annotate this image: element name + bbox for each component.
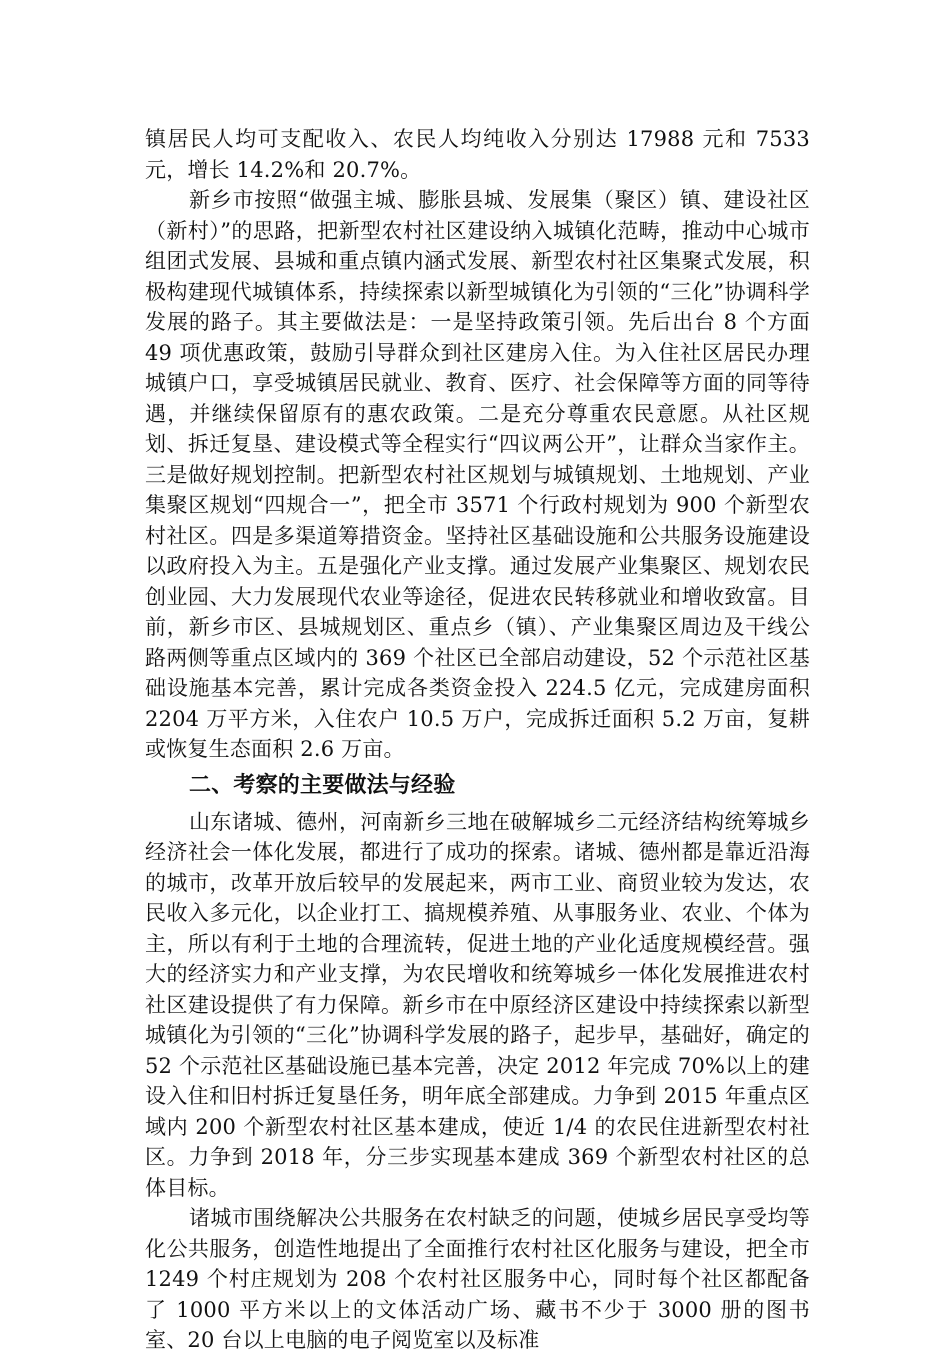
document-body (145, 124, 810, 1356)
paragraph-income-continuation: 镇居民人均可支配收入、农民人均纯收入分别达 17988 元和 7533 元，增长 14.2%和 20.7%。 (145, 127, 810, 182)
paragraph-zhucheng-services: 诸城市围绕解决公共服务在农村缺乏的问题，使城乡居民享受均等化公共服务，创造性地提出了全面推行农村社区化服务与建设，把全市 1249 个村庄规划为 208 个农村社区服务中心，同时每个社区都配备了 1000 平方米以上的文体活动广场、藏书不少于 3000 册的图书室、20 台以上电脑的电子阅览室以及标准 (145, 1206, 810, 1352)
paragraph-xinxiang-practice: 新乡市按照“做强主城、膨胀县城、发展集（聚区）镇、建设社区（新村）”的思路，把新型农村社区建设纳入城镇化范畴，推动中心城市组团式发展、县城和重点镇内涵式发展、新型农村社区集聚式发展，积极构建现代城镇体系，持续探索以新型城镇化为引领的“三化”协调科学发展的路子。其主要做法是：一是坚持政策引领。先后出台 8 个方面 49 项优惠政策，鼓励引导群众到社区建房入住。为入住社区居民办理城镇户口，享受城镇居民就业、教育、医疗、社会保障等方面的同等待遇，并继续保留原有的惠农政策。二是充分尊重农民意愿。从社区规划、拆迁复垦、建设模式等全程实行“四议两公开”，让群众当家作主。三是做好规划控制。把新型农村社区规划与城镇规划、土地规划、产业集聚区规划“四规合一”，把全市 3571 个行政村规划为 900 个新型农村社区。四是多渠道筹措资金。坚持社区基础设施和公共服务设施建设以政府投入为主。五是强化产业支撑。通过发展产业集聚区、规划农民创业园、大力发展现代农业等途径，促进农民转移就业和增收致富。目前，新乡市区、县城规划区、重点乡（镇）、产业集聚区周边及干线公路两侧等重点区域内的 369 个社区已全部启动建设，52 个示范社区基础设施基本完善，累计完成各类资金投入 224.5 亿元，完成建房面积 2204 万平方米，入住农户 10.5 万户，完成拆迁面积 5.2 万亩，复耕或恢复生态面积 2.6 万亩。 (145, 188, 810, 761)
paragraph-three-cities: 山东诸城、德州，河南新乡三地在破解城乡二元经济结构统筹城乡经济社会一体化发展，都进行了成功的探索。诸城、德州都是靠近沿海的城市，改革开放后较早的发展起来，两市工业、商贸业较为发达，农民收入多元化，以企业打工、搞规模养殖、从事服务业、农业、个体为主，所以有利于土地的合理流转，促进土地的产业化适度规模经营。强大的经济实力和产业支撑，为农民增收和统筹城乡一体化发展推进农村社区建设提供了有力保障。新乡市在中原经济区建设中持续探索以新型城镇化为引领的“三化”协调科学发展的路子，起步早，基础好，确定的 52 个示范社区基础设施已基本完善，决定 2012 年完成 70%以上的建设入住和旧村拆迁复垦任务，明年底全部建成。力争到 2015 年重点区域内 200 个新型农村社区基本建成，使近 1/4 的农民住进新型农村社区。力争到 2018 年，分三步实现基本建成 369 个新型农村社区的总体目标。 (145, 809, 810, 1200)
section-heading: 二、考察的主要做法与经验 (189, 772, 456, 798)
